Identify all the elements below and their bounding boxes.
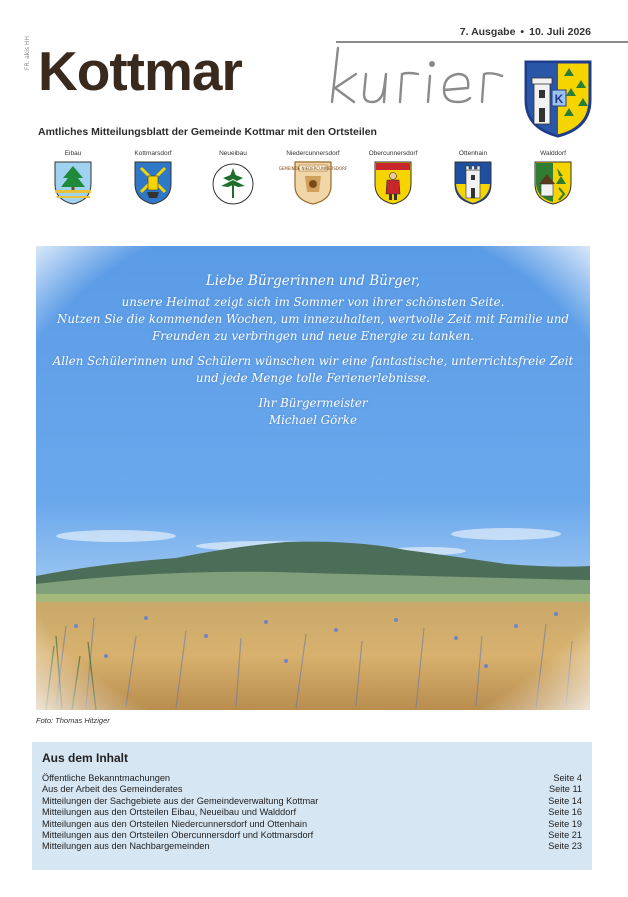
village-name: Ottenhain — [458, 150, 488, 157]
subtitle: Amtliches Mitteilungsblatt der Gemeinde Kottmar mit den Ortsteilen — [38, 126, 377, 138]
greeting-line: und jede Menge tolle Ferienerlebnisse. — [195, 370, 431, 385]
toc-item[interactable] — [42, 784, 582, 795]
toc-item-page: Seite 21 — [548, 830, 582, 841]
toc-item-page: Seite 14 — [548, 795, 582, 806]
greeting-title: Liebe Bürgerinnen und Bürger, — [205, 273, 421, 289]
toc-item[interactable] — [42, 830, 582, 841]
village-niedercunnersdorf — [278, 150, 348, 206]
toc-item-page: Seite 11 — [548, 784, 582, 795]
village-name: Niedercunnersdorf — [286, 150, 340, 157]
greeting-line: Freunden zu verbringen und neue Energie zu tanken. — [152, 328, 474, 343]
toc-item-title: Öffentliche Bekanntmachungen — [42, 773, 171, 783]
toc-item-title: Mitteilungen aus den Nachbargemeinden — [42, 841, 210, 852]
toc-item-page: Seite 16 — [548, 807, 582, 818]
leaf-crest-icon — [211, 160, 255, 206]
issue-separator: • — [520, 26, 525, 38]
toc-title: Aus dem Inhalt — [42, 751, 129, 765]
village-neueibau — [198, 150, 268, 206]
seal-text: GEMEINDE NIEDERCUNNERSDORF — [278, 166, 348, 171]
toc-item[interactable] — [42, 841, 582, 852]
village-ottenhain — [438, 150, 508, 206]
issue-info — [460, 26, 591, 38]
greeting-signature: Michael Görke — [269, 413, 357, 428]
village-walddorf — [518, 150, 588, 206]
toc-item[interactable] — [42, 796, 582, 807]
toc-item-title: Aus der Arbeit des Gemeinderates — [42, 784, 183, 795]
village-eibau — [38, 150, 108, 206]
toc-item[interactable] — [42, 807, 582, 818]
village-crests-row — [38, 150, 588, 220]
greeting-line: unsere Heimat zeigt sich im Sommer von ihrer schönsten Seite. — [121, 294, 505, 309]
hero-photo — [36, 246, 590, 710]
toc-item-page: Seite 4 — [553, 773, 582, 783]
mayor-greeting — [36, 272, 590, 429]
figure-crest-icon — [373, 160, 413, 206]
village-name: Obercunnersdorf — [368, 150, 418, 157]
masthead-script-logo — [326, 40, 516, 110]
toc-item[interactable] — [42, 819, 582, 830]
issue-edition: 7. Ausgabe — [459, 26, 516, 38]
greeting-line: Allen Schülerinnen und Schülern wünschen wir eine fantastische, unterrichtsfreie Zeit — [52, 353, 574, 368]
masthead — [36, 40, 506, 120]
seal-crest-icon — [278, 160, 348, 206]
house-crest-icon — [533, 160, 573, 206]
toc-item-title: Mitteilungen der Sachgebiete aus der Gemeindeverwaltung Kottmar — [42, 795, 319, 806]
toc-item-title: Mitteilungen aus den Ortsteilen Eibau, Neueibau und Walddorf — [42, 807, 297, 818]
toc-list — [42, 773, 582, 853]
greeting-signoff: Ihr Bürgermeister — [258, 396, 368, 411]
masthead-title: Kottmar — [38, 40, 242, 102]
greeting-line: Nutzen Sie die kommenden Wochen, um innezuhalten, wertvolle Zeit mit Familie und — [57, 311, 569, 326]
village-name: Eibau — [64, 150, 82, 157]
village-kottmarsdorf — [118, 150, 188, 206]
toc-item-title: Mitteilungen aus den Ortsteilen Niedercunnersdorf und Ottenhain — [42, 818, 308, 829]
windmill-crest-icon — [133, 160, 173, 206]
toc-item-title: Mitteilungen aus den Ortsteilen Obercunnersdorf und Kottmarsdorf — [42, 830, 314, 841]
village-name: Neueibau — [219, 150, 247, 157]
toc-item-page: Seite 23 — [548, 841, 582, 852]
kottmar-main-crest-icon — [524, 60, 592, 138]
photo-caption: Foto: Thomas Hitziger — [36, 716, 110, 725]
tower-crest-icon — [453, 160, 493, 206]
svg-text:K: K — [554, 92, 564, 106]
village-obercunnersdorf — [358, 150, 428, 206]
imprint-code: FR. akis HH — [24, 36, 31, 71]
issue-date: 10. Juli 2026 — [529, 26, 591, 38]
toc-item-page: Seite 19 — [548, 818, 582, 829]
village-name: Walddorf — [540, 150, 566, 157]
table-of-contents — [32, 742, 592, 870]
village-name: Kottmarsdorf — [134, 150, 172, 157]
fir-tree-crest-icon — [53, 160, 93, 206]
toc-item[interactable] — [42, 773, 582, 784]
